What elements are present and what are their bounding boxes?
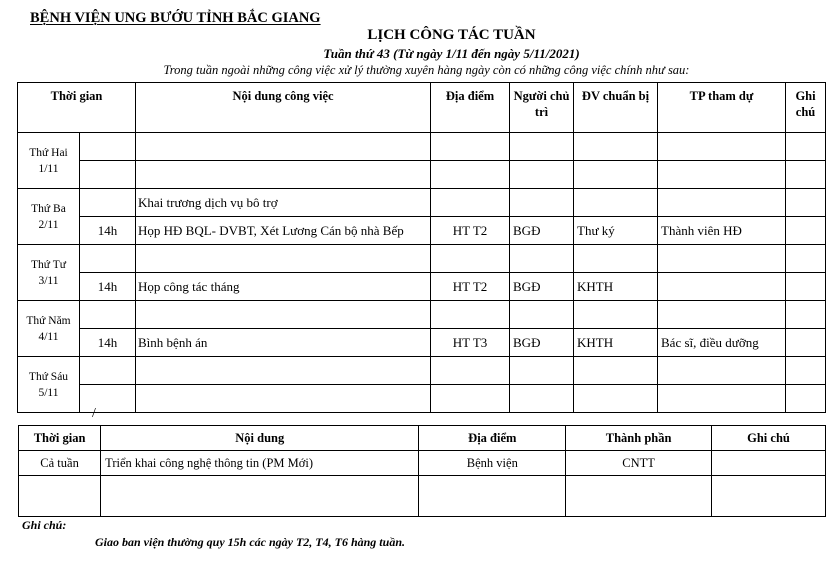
schedule-note	[786, 357, 826, 385]
schedule-attendees	[658, 189, 786, 217]
schedule-content: Họp công tác tháng	[136, 273, 431, 301]
col-header-place: Địa điểm	[431, 83, 510, 133]
schedule-prep	[574, 301, 658, 329]
schedule-host	[510, 245, 574, 273]
schedule-place	[431, 161, 510, 189]
schedule-row	[18, 189, 826, 217]
schedule-note	[786, 133, 826, 161]
schedule-host: BGĐ	[510, 329, 574, 357]
schedule-place	[431, 189, 510, 217]
schedule-attendees	[658, 385, 786, 413]
schedule-row	[18, 161, 826, 189]
schedule-note	[786, 273, 826, 301]
schedule-host	[510, 161, 574, 189]
tasks-header-members: Thành phần	[566, 426, 712, 451]
schedule-row	[18, 385, 826, 413]
schedule-attendees: Thành viên HĐ	[658, 217, 786, 245]
weekly-schedule-table	[17, 82, 826, 413]
schedule-content	[136, 357, 431, 385]
schedule-content	[136, 245, 431, 273]
day-date: 2/11	[38, 218, 59, 231]
task-content: Triển khai công nghệ thông tin (PM Mới)	[101, 451, 419, 476]
schedule-time: 14h	[80, 329, 136, 357]
schedule-note	[786, 245, 826, 273]
task-content	[101, 476, 419, 517]
schedule-content	[136, 385, 431, 413]
schedule-prep: Thư ký	[574, 217, 658, 245]
schedule-time: 14h	[80, 217, 136, 245]
schedule-prep	[574, 245, 658, 273]
schedule-header-row	[18, 83, 826, 133]
day-cell	[18, 245, 80, 301]
page-title: LỊCH CÔNG TÁC TUẦN	[367, 27, 536, 43]
col-header-prep: ĐV chuẩn bị	[574, 83, 658, 133]
tasks-header-row	[19, 426, 826, 451]
schedule-place	[431, 245, 510, 273]
schedule-content	[136, 161, 431, 189]
schedule-prep	[574, 133, 658, 161]
schedule-row	[18, 245, 826, 273]
schedule-time	[80, 357, 136, 385]
weekly-tasks-table	[18, 425, 826, 517]
task-row	[19, 451, 826, 476]
week-range: Tuần thứ 43 (Từ ngày 1/11 đến ngày 5/11/2021)	[323, 46, 580, 61]
schedule-time	[80, 385, 136, 413]
note-text: Giao ban viện thường quy 15h các ngày T2, T4, T6 hàng tuần.	[95, 535, 405, 549]
schedule-prep: KHTH	[574, 329, 658, 357]
task-note	[712, 451, 826, 476]
tasks-header-time: Thời gian	[19, 426, 101, 451]
day-cell	[18, 357, 80, 413]
schedule-host	[510, 385, 574, 413]
day-date: 3/11	[38, 274, 59, 287]
day-date: 4/11	[38, 330, 59, 343]
schedule-time	[80, 189, 136, 217]
tasks-header-content: Nội dung	[101, 426, 419, 451]
schedule-time	[80, 301, 136, 329]
schedule-prep	[574, 189, 658, 217]
schedule-place	[431, 385, 510, 413]
schedule-place: HT T2	[431, 217, 510, 245]
schedule-prep: KHTH	[574, 273, 658, 301]
col-header-time: Thời gian	[18, 83, 136, 133]
schedule-time	[80, 245, 136, 273]
schedule-body	[18, 133, 826, 413]
day-cell	[18, 133, 80, 189]
day-cell	[18, 301, 80, 357]
day-name: Thứ Sáu	[28, 370, 69, 383]
schedule-note	[786, 189, 826, 217]
day-name: Thứ Năm	[26, 314, 71, 327]
schedule-attendees: Bác sĩ, điều dưỡng	[658, 329, 786, 357]
day-name: Thứ Hai	[29, 146, 68, 159]
schedule-place	[431, 133, 510, 161]
schedule-row	[18, 329, 826, 357]
schedule-note	[786, 301, 826, 329]
schedule-place: HT T2	[431, 273, 510, 301]
stray-mark: /	[92, 406, 96, 421]
tasks-header-place: Địa điểm	[419, 426, 566, 451]
day-name: Thứ Ba	[31, 202, 66, 215]
task-place	[419, 476, 566, 517]
schedule-attendees	[658, 245, 786, 273]
schedule-host	[510, 301, 574, 329]
task-time: Cả tuần	[19, 451, 101, 476]
schedule-row	[18, 133, 826, 161]
schedule-note	[786, 329, 826, 357]
schedule-row	[18, 273, 826, 301]
note-label: Ghi chú:	[22, 518, 67, 532]
schedule-attendees	[658, 161, 786, 189]
schedule-attendees	[658, 301, 786, 329]
schedule-content: Họp HĐ BQL- DVBT, Xét Lương Cán bộ nhà Bếp	[136, 217, 431, 245]
schedule-prep	[574, 357, 658, 385]
day-cell	[18, 189, 80, 245]
task-members: CNTT	[566, 451, 712, 476]
intro-text: Trong tuần ngoài những công việc xử lý thường xuyên hàng ngày còn có những công việc chính như sau:	[163, 63, 690, 77]
task-place: Bệnh viện	[419, 451, 566, 476]
schedule-attendees	[658, 357, 786, 385]
schedule-host	[510, 133, 574, 161]
schedule-content	[136, 133, 431, 161]
task-row	[19, 476, 826, 517]
schedule-content: Khai trương dịch vụ bô trợ	[136, 189, 431, 217]
day-name: Thứ Tư	[31, 258, 66, 271]
schedule-attendees	[658, 273, 786, 301]
task-members	[566, 476, 712, 517]
col-header-host: Người chủ trì	[510, 83, 574, 133]
schedule-host	[510, 357, 574, 385]
schedule-place	[431, 301, 510, 329]
col-header-attendees: TP tham dự	[658, 83, 786, 133]
schedule-content	[136, 301, 431, 329]
schedule-time: 14h	[80, 273, 136, 301]
task-time	[19, 476, 101, 517]
schedule-note	[786, 161, 826, 189]
schedule-host: BGĐ	[510, 273, 574, 301]
schedule-note	[786, 385, 826, 413]
day-date: 5/11	[38, 386, 59, 399]
schedule-host	[510, 189, 574, 217]
schedule-row	[18, 217, 826, 245]
schedule-row	[18, 357, 826, 385]
hospital-name: BỆNH VIỆN UNG BƯỚU TỈNH BẮC GIANG	[30, 10, 321, 26]
col-header-note: Ghi chú	[786, 83, 826, 133]
task-note	[712, 476, 826, 517]
schedule-prep	[574, 161, 658, 189]
schedule-prep	[574, 385, 658, 413]
tasks-header-note: Ghi chú	[712, 426, 826, 451]
schedule-time	[80, 133, 136, 161]
schedule-place	[431, 357, 510, 385]
schedule-content: Bình bệnh án	[136, 329, 431, 357]
schedule-place: HT T3	[431, 329, 510, 357]
schedule-note	[786, 217, 826, 245]
schedule-host: BGĐ	[510, 217, 574, 245]
day-date: 1/11	[38, 162, 59, 175]
schedule-attendees	[658, 133, 786, 161]
schedule-row	[18, 301, 826, 329]
schedule-time	[80, 161, 136, 189]
col-header-content: Nội dung công việc	[136, 83, 431, 133]
